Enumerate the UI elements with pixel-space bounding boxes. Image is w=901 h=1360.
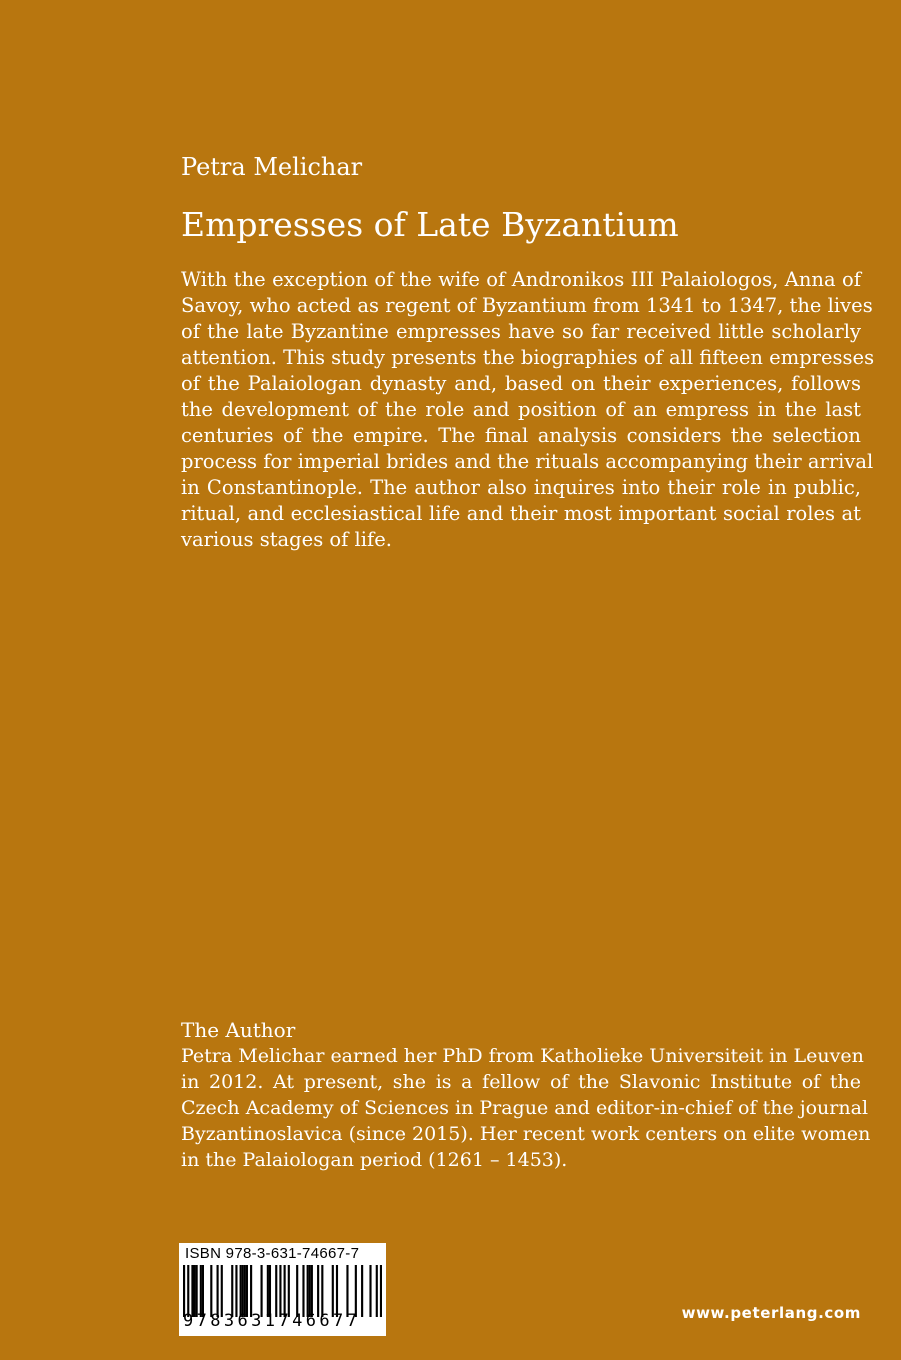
description-line: attention. This study presents the biographies of all fifteen empresses: [181, 346, 875, 369]
author-section-heading: The Author: [181, 1018, 296, 1042]
bio-line: in the Palaiologan period (1261 – 1453).: [181, 1149, 568, 1171]
description-line: ritual, and ecclesiastical life and their most important social roles at: [181, 502, 861, 525]
ean-digits: 9783631746677: [183, 1311, 361, 1331]
description-line: of the Palaiologan dynasty and, based on their experiences, follows: [181, 372, 861, 395]
bio-line: Byzantinoslavica (since 2015). Her recent work centers on elite women: [181, 1123, 871, 1145]
bio-line: in 2012. At present, she is a fellow of the Slavonic Institute of the: [181, 1071, 861, 1093]
barcode-block: [179, 1243, 386, 1336]
description-line: Savoy, who acted as regent of Byzantium from 1341 to 1347, the lives: [181, 294, 873, 317]
description-line: process for imperial brides and the rituals accompanying their arrival: [181, 450, 874, 473]
description-line: With the exception of the wife of Andronikos III Palaiologos, Anna of: [181, 268, 861, 291]
bio-line: Petra Melichar earned her PhD from Katholieke Universiteit in Leuven: [181, 1045, 864, 1067]
bio-line: Czech Academy of Sciences in Prague and editor-in-chief of the journal: [181, 1097, 869, 1119]
description-line: the development of the role and position of an empress in the last: [181, 398, 861, 421]
description-line: various stages of life.: [181, 528, 392, 551]
description-line: of the late Byzantine empresses have so far received little scholarly: [181, 320, 861, 343]
publisher-website: www.peterlang.com: [681, 1304, 861, 1322]
description-line: centuries of the empire. The final analysis considers the selection: [181, 424, 861, 447]
book-title: Empresses of Late Byzantium: [181, 205, 679, 244]
description-line: in Constantinople. The author also inquires into their role in public,: [181, 476, 861, 499]
author-name: Petra Melichar: [181, 153, 363, 181]
isbn-label: ISBN 978-3-631-74667-7: [185, 1245, 360, 1262]
book-description: [181, 267, 875, 553]
author-bio: [181, 1043, 871, 1173]
